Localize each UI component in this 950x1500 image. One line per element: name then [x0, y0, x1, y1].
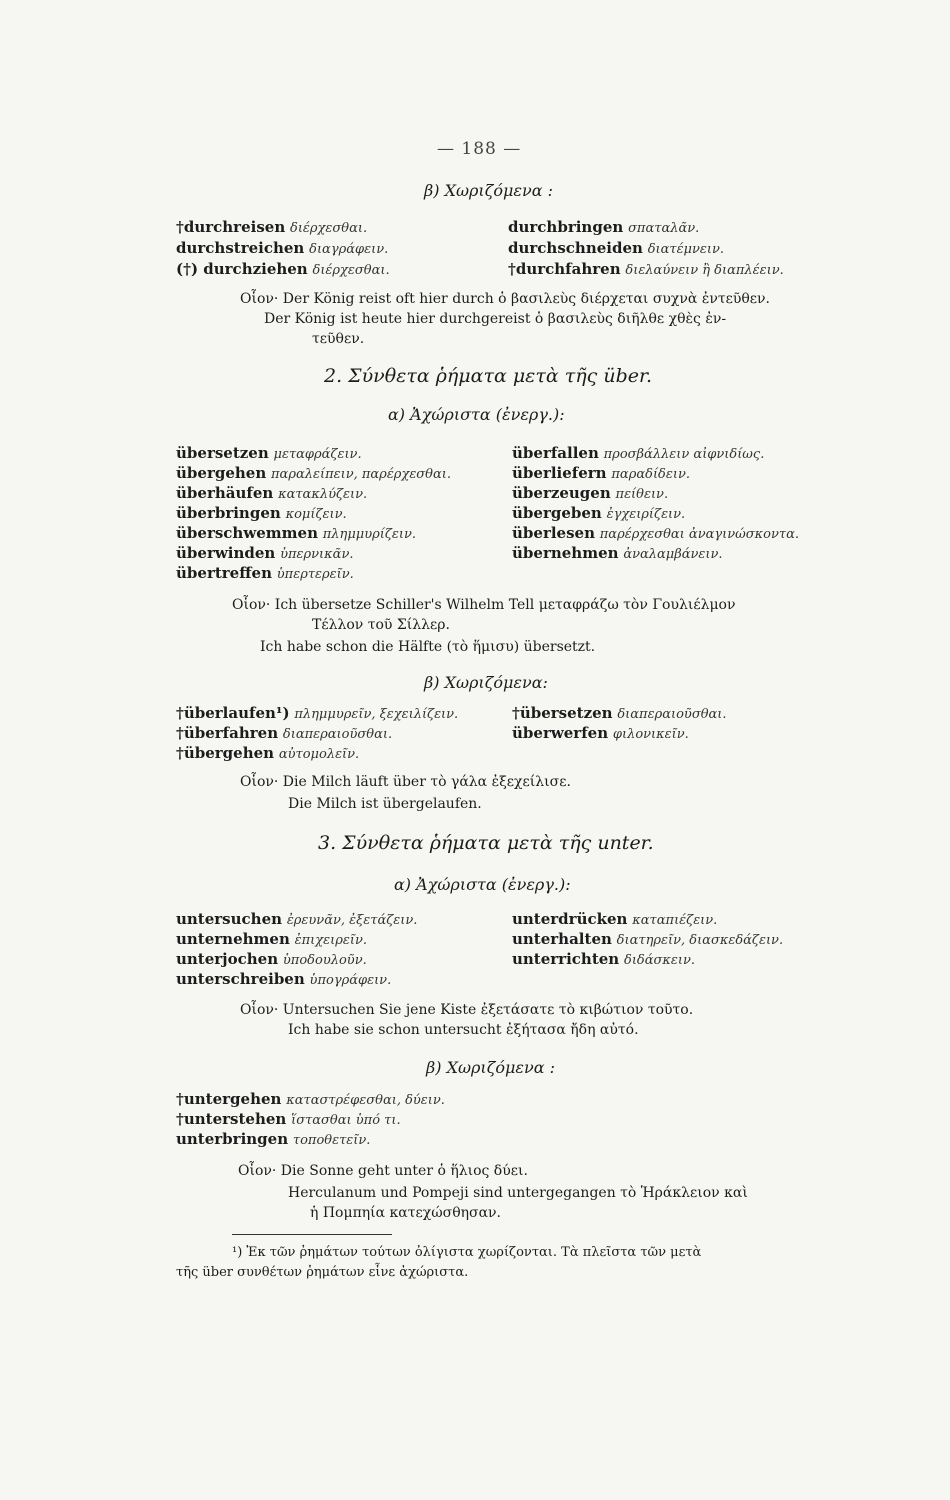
list-item: (†) durchziehen διέρχεσθαι. [176, 260, 390, 278]
example-line: τεῦθεν. [312, 331, 365, 347]
list-item: übertreffen ὑπερτερεῖν. [176, 564, 354, 582]
list-item: überzeugen πείθειν. [512, 484, 669, 502]
list-item: übergehen παραλείπειν, παρέρχεσθαι. [176, 464, 452, 482]
example-line: Οἷον· Die Milch läuft über τὸ γάλα ἐξεχείλισε. [240, 774, 571, 790]
list-item: †durchreisen διέρχεσθαι. [176, 218, 368, 236]
list-item: überwerfen φιλονικεῖν. [512, 724, 689, 742]
subsection-heading: α) Ἀχώριστα (ἐνεργ.): [388, 405, 565, 424]
page-number: — 188 — [437, 139, 522, 159]
section-heading: 3. Σύνθετα ῥήματα μετὰ τῆς unter. [318, 832, 654, 854]
list-item: durchstreichen διαγράφειν. [176, 239, 389, 257]
subsection-heading: β) Χωριζόμενα : [426, 1058, 555, 1077]
list-item: †überfahren διαπεραιοῦσθαι. [176, 724, 393, 742]
example-line: Οἷον· Der König reist oft hier durch ὁ βασιλεὺς διέρχεται συχνὰ ἐντεῦθεν. [240, 291, 770, 307]
list-item: überlesen παρέρχεσθαι ἀναγινώσκοντα. [512, 524, 799, 542]
example-line: Τέλλον τοῦ Σίλλερ. [312, 617, 450, 633]
list-item: durchbringen σπαταλᾶν. [508, 218, 700, 236]
subsection-heading: β) Χωριζόμενα: [424, 673, 548, 692]
list-item: überwinden ὑπερνικᾶν. [176, 544, 354, 562]
subsection-heading: α) Ἀχώριστα (ἐνεργ.): [394, 875, 571, 894]
list-item: †durchfahren διελαύνειν ἢ διαπλέειν. [508, 260, 784, 278]
list-item: überliefern παραδίδειν. [512, 464, 690, 482]
example-line: Die Milch ist übergelaufen. [288, 796, 482, 812]
list-item: †überlaufen¹) πλημμυρεῖν, ξεχειλίζειν. [176, 704, 459, 722]
example-line: ἡ Πομπηία κατεχώσθησαν. [310, 1205, 502, 1221]
footnote-line: τῆς über συνθέτων ῥημάτων εἶνε ἀχώριστα. [176, 1265, 469, 1280]
list-item: unterhalten διατηρεῖν, διασκεδάζειν. [512, 930, 784, 948]
list-item: übersetzen μεταφράζειν. [176, 444, 362, 462]
list-item: unterbringen τοποθετεῖν. [176, 1130, 371, 1148]
list-item: unterrichten διδάσκειν. [512, 950, 696, 968]
list-item: überfallen προσβάλλειν αἰφνιδίως. [512, 444, 765, 462]
list-item: unternehmen ἐπιχειρεῖν. [176, 930, 367, 948]
list-item: unterschreiben ὑπογράφειν. [176, 970, 392, 988]
list-item: übergeben ἐγχειρίζειν. [512, 504, 686, 522]
list-item: übernehmen ἀναλαμβάνειν. [512, 544, 723, 562]
list-item: †unterstehen ἵστασθαι ὑπό τι. [176, 1110, 401, 1128]
list-item: untersuchen ἐρευνᾶν, ἐξετάζειν. [176, 910, 418, 928]
example-line: Ich habe sie schon untersucht ἐξήτασα ἤδη αὐτό. [288, 1022, 639, 1038]
section-heading: 2. Σύνθετα ῥήματα μετὰ τῆς über. [324, 365, 653, 387]
section-heading: β) Χωριζόμενα : [424, 181, 553, 200]
example-line: Οἷον· Untersuchen Sie jene Kiste ἐξετάσατε τὸ κιβώτιον τοῦτο. [240, 1002, 694, 1018]
example-line: Ich habe schon die Hälfte (τὸ ἥμισυ) übersetzt. [260, 639, 596, 655]
list-item: unterdrücken καταπιέζειν. [512, 910, 718, 928]
list-item: überhäufen κατακλύζειν. [176, 484, 368, 502]
list-item: †übergehen αὐτομολεῖν. [176, 744, 360, 762]
list-item: überbringen κομίζειν. [176, 504, 347, 522]
list-item: †übersetzen διαπεραιοῦσθαι. [512, 704, 727, 722]
footnote-line: ¹) Ἐκ τῶν ῥημάτων τούτων ὀλίγιστα χωρίζονται. Τὰ πλεῖστα τῶν μετὰ [232, 1245, 702, 1260]
example-line: Herculanum und Pompeji sind untergegangen τὸ Ἡράκλειον καὶ [288, 1185, 748, 1201]
list-item: unterjochen ὑποδουλοῦν. [176, 950, 367, 968]
example-line: Οἷον· Die Sonne geht unter ὁ ἥλιος δύει. [238, 1163, 528, 1179]
example-line: Der König ist heute hier durchgereist ὁ βασιλεὺς διῆλθε χθὲς ἐν- [264, 311, 727, 327]
list-item: †untergehen καταστρέφεσθαι, δύειν. [176, 1090, 445, 1108]
example-line: Οἷον· Ich übersetze Schiller's Wilhelm Tell μεταφράζω τὸν Γουλιέλμον [232, 597, 736, 613]
list-item: überschwemmen πλημμυρίζειν. [176, 524, 417, 542]
list-item: durchschneiden διατέμνειν. [508, 239, 725, 257]
footnote-rule [232, 1234, 392, 1235]
